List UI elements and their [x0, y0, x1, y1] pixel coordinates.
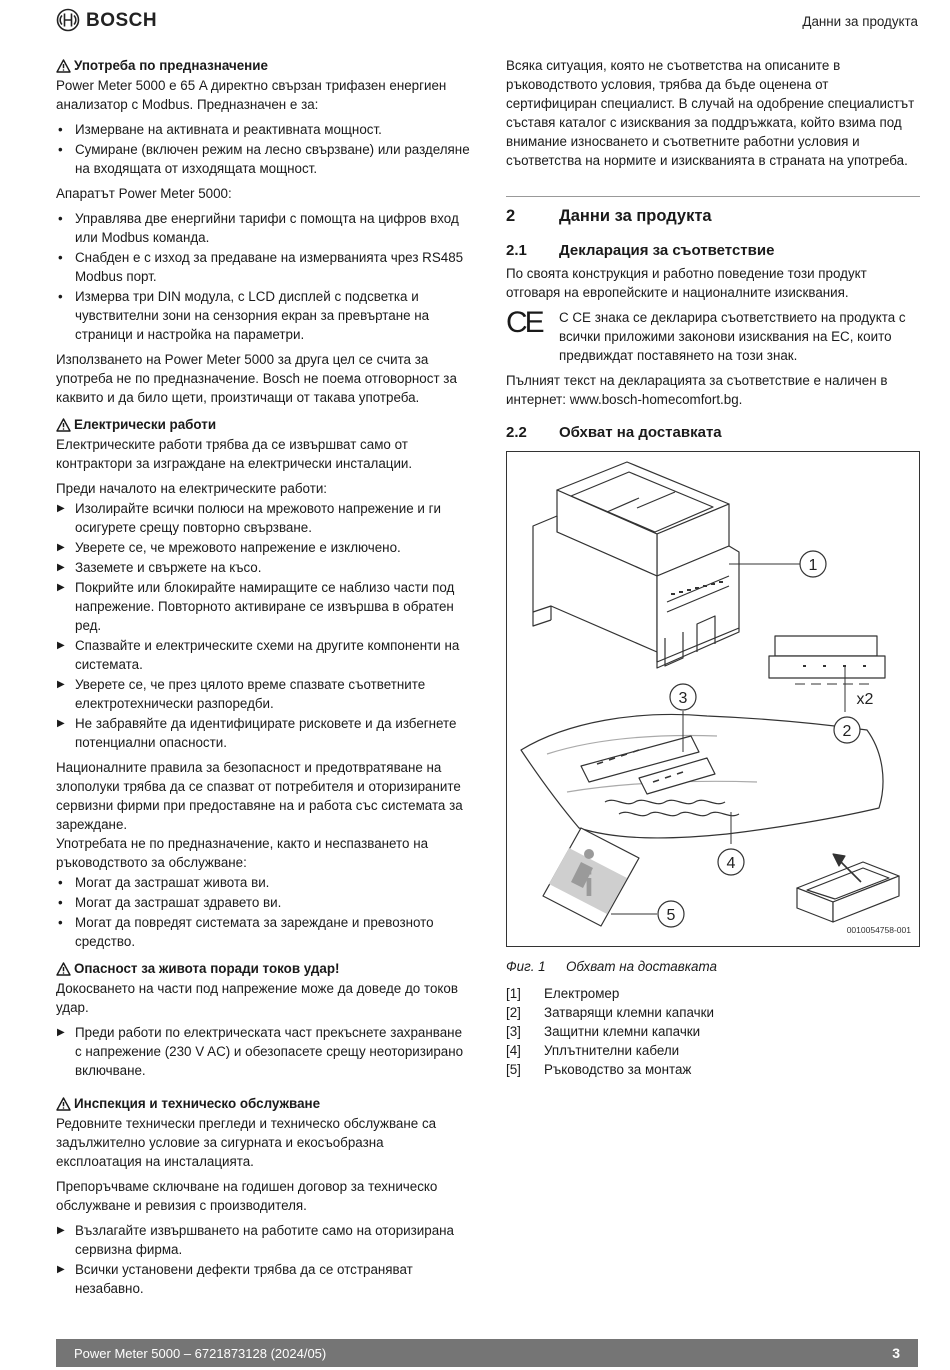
inspection-text-2: Препоръчваме сключване на годишен договор за техническо обслужване и ревизия с производителя.: [56, 1179, 438, 1213]
list-item: ▶ Уверете се, че през цялото време спазвате съответните електротехнически разпоредби.: [56, 675, 470, 713]
heading-shock-danger: Опасност за живота поради токов удар!: [56, 959, 470, 978]
header-section-title: Данни за продукта: [802, 14, 918, 29]
seal-bag-drawing: [521, 714, 883, 837]
callout-1-label: 1: [808, 557, 818, 574]
list-item: • Могат да повредят системата за зареждане и превозното средство.: [56, 913, 470, 951]
figure-id: 0010054758-001: [846, 925, 911, 935]
bosch-armature-icon: [56, 8, 80, 32]
conformity-text: По своята конструкция и работно поведение този продукт отговаря на европейските и националните изисквания.: [506, 266, 867, 300]
heading-electrical-works: Електрически работи: [56, 415, 470, 434]
declaration-url-text: Пълният текст на декларацията за съответствие е наличен в интернет: www.bosch-homecomfort.bg.: [506, 373, 888, 407]
warning-triangle-icon: [56, 962, 71, 976]
list-item: • Измерва три DIN модула, с LCD дисплей с подсветка и чувствителни зони на сензорния екран за превъртане на страници и настройка на параметри.: [56, 287, 470, 344]
intended-use-list: [56, 120, 470, 178]
callout-4-label: 4: [726, 855, 736, 872]
misuse-intro: Употребата не по предназначение, както и неспазването на ръководството за обслужване:: [56, 836, 429, 870]
quantity-label: x2: [856, 691, 874, 708]
delivery-illustration: [507, 452, 919, 946]
list-item: • Могат да застрашат живота ви.: [56, 873, 470, 892]
electrical-steps: [56, 499, 470, 752]
section-divider: [506, 196, 920, 197]
left-column: [56, 56, 470, 1304]
power-meter-drawing: [533, 462, 739, 668]
page-footer: [56, 1339, 918, 1367]
right-column: [506, 56, 920, 1079]
list-item: ▶ Преди работи по електрическата част прекъснете захранване с напрежение (230 V AC) и обезопасете срещу неоторизирано включване.: [56, 1023, 470, 1080]
electrical-national-rules: Националните правила за безопасност и предотвратяване на злополуки трябва да се спазват от потребителя и оторизираните сервизни фирми при предоставяне на и работа със системата за зареждане.: [56, 760, 463, 832]
device-intro: Апаратът Power Meter 5000:: [56, 186, 232, 201]
intended-use-closing: Използването на Power Meter 5000 за друга цел се счита за употреба не по предназначение. Bosch не поема отговорност за каквито и да било щети, произтичащи от такава употреба.: [56, 352, 457, 405]
warning-triangle-icon: [56, 59, 71, 73]
heading-intended-use: Употреба по предназначение: [56, 56, 470, 75]
terminal-cover-drawing: [769, 636, 885, 684]
shock-text: Докосването на части под напрежение може да доведе до токов удар.: [56, 981, 458, 1015]
legend-item: [2] Затварящи клемни капачки: [506, 1005, 714, 1020]
scope-of-delivery-figure: [506, 451, 920, 947]
list-item: • Могат да застрашат здравето ви.: [56, 893, 470, 912]
list-item: ▶ Възлагайте извършването на работите само на оторизирана сервизна фирма.: [56, 1221, 470, 1259]
continuation-text: Всяка ситуация, която не съответства на описаните в ръководството условия, трябва да бъде оценена от сертифициран специалист. В случай на одобрение специалистът съставя каталог с изисквания за поддръжката, който взима под внимание износването и съответните работни условия и съответства на нормите и изискванията в страната на употреба.: [506, 58, 915, 168]
page-header: [56, 8, 918, 36]
footer-document-id: Power Meter 5000 – 6721873128 (2024/05): [74, 1346, 327, 1361]
callout-5-label: 5: [666, 907, 676, 924]
legend-item: [5] Ръководство за монтаж: [506, 1062, 692, 1077]
list-item: • Управлява две енергийни тарифи с помощта на цифров вход или Modbus команда.: [56, 209, 470, 247]
brand-name: BOSCH: [86, 9, 158, 31]
callout-3-label: 3: [678, 690, 688, 707]
list-item: • Сумиране (включен режим на лесно свързване) или разделяне на входящата от изходящата мощност.: [56, 140, 470, 178]
page-number: 3: [892, 1345, 900, 1361]
section-2-1-heading: 2.1 Декларация за съответствие: [506, 242, 775, 259]
figure-legend: [506, 984, 920, 1079]
list-item: ▶ Всички установени дефекти трябва да се отстраняват незабавно.: [56, 1260, 470, 1298]
list-item: • Измерване на активната и реактивната мощност.: [56, 120, 470, 139]
shock-steps: [56, 1023, 470, 1080]
list-item: • Снабден е с изход за предаване на измерванията чрез RS485 Modbus порт.: [56, 248, 470, 286]
section-2-2-heading: 2.2 Обхват на доставката: [506, 424, 722, 441]
warning-triangle-icon: [56, 418, 71, 432]
figure-caption: Фиг. 1 Обхват на доставката: [506, 959, 717, 974]
heading-inspection: Инспекция и техническо обслужване: [56, 1094, 470, 1113]
inspection-text-1: Редовните технически прегледи и техническо обслужване са задължително условие за сигурната и екосъобразна експлоатация на инсталацията.: [56, 1116, 437, 1169]
warning-triangle-icon: [56, 1097, 71, 1111]
section-2-heading: 2 Данни за продукта: [506, 207, 712, 225]
legend-item: [4] Уплътнителни кабели: [506, 1043, 680, 1058]
legend-item: [1] Електромер: [506, 986, 620, 1001]
list-item: ▶ Изолирайте всички полюси на мрежовото напрежение и ги осигурете срещу повторно свързване.: [56, 499, 470, 537]
callout-2-label: 2: [842, 723, 852, 740]
list-item: ▶ Уверете се, че мрежовото напрежение е изключено.: [56, 538, 470, 557]
legend-item: [3] Защитни клемни капачки: [506, 1024, 701, 1039]
list-item: ▶ Покрийте или блокирайте намиращите се наблизо части под напрежение. Повторното активиране се извършва в обратен ред.: [56, 578, 470, 635]
electrical-before: Преди началото на електрическите работи:: [56, 481, 328, 496]
list-item: ▶ Не забравяйте да идентифицирате рисковете и да избегнете потенциални опасности.: [56, 714, 470, 752]
inspection-steps: [56, 1221, 470, 1298]
ce-block: [506, 308, 920, 365]
intended-use-intro: Power Meter 5000 е 65 A директно свързан трифазен енергиен анализатор с Modbus. Предназначен е за:: [56, 78, 447, 112]
bosch-logo: [56, 8, 157, 32]
box-drawing: [797, 854, 899, 922]
list-item: ▶ Заземете и свържете на късо.: [56, 558, 470, 577]
ce-mark-icon: CE: [506, 306, 542, 339]
info-icon: i: [584, 866, 594, 904]
misuse-list: [56, 873, 470, 951]
device-features-list: [56, 209, 470, 344]
electrical-intro: Електрическите работи трябва да се извършват само от контрактори за изграждане на електрически инсталации.: [56, 437, 413, 471]
list-item: ▶ Спазвайте и електрическите схеми на другите компоненти на системата.: [56, 636, 470, 674]
ce-text: С CE знака се декларира съответствието на продукта с всички приложими законови изисквания на ЕС, които предвиждат поставянето на този знак.: [559, 310, 906, 363]
